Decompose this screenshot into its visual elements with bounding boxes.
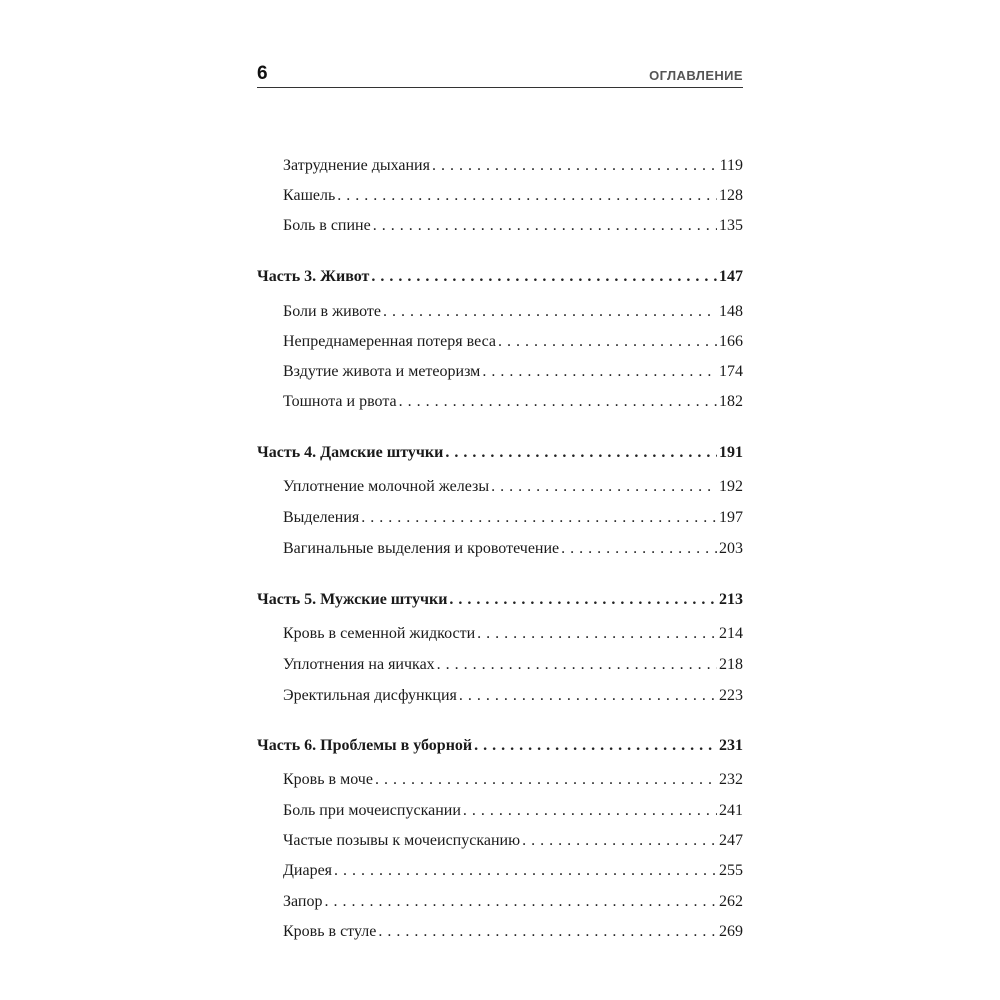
toc-entry-page: 192 — [719, 478, 743, 495]
toc-entry-title: Вагинальные выделения и кровотечение — [283, 540, 560, 557]
toc-entry-page: 148 — [719, 303, 743, 320]
toc-entry-page: 128 — [719, 187, 743, 204]
toc-entry-page: 197 — [719, 509, 743, 526]
dot-leader — [378, 922, 717, 942]
dot-leader — [463, 801, 717, 821]
toc-part-entry — [257, 267, 743, 287]
toc-entry-page: 223 — [719, 687, 743, 704]
toc-entry-title: Уплотнение молочной железы — [283, 478, 490, 495]
toc-entry-page: 255 — [719, 862, 743, 879]
toc-entry-page: 203 — [719, 540, 743, 557]
page-header — [257, 62, 743, 88]
toc-part-entry — [257, 590, 743, 610]
dot-leader — [474, 736, 717, 756]
toc-entry-title: Кровь в моче — [283, 771, 373, 788]
toc-entry-title: Боль в спине — [283, 217, 371, 234]
toc-entry-page: 241 — [719, 802, 743, 819]
toc-entry — [257, 392, 743, 412]
toc-entry-title: Эректильная дисфункция — [283, 687, 457, 704]
toc-entry-title: Непреднамеренная потеря веса — [283, 333, 496, 350]
toc-entry-page: 262 — [719, 893, 743, 910]
toc-entry — [257, 801, 743, 821]
toc-entry-title: Запор — [283, 893, 323, 910]
toc-entry — [257, 686, 743, 706]
dot-leader — [334, 861, 717, 881]
toc-entry-page: 147 — [719, 268, 743, 285]
toc-entry-title: Часть 6. Проблемы в уборной — [257, 737, 473, 754]
toc-entry — [257, 922, 743, 942]
toc-entry — [257, 770, 743, 790]
dot-leader — [383, 302, 717, 322]
dot-leader — [477, 624, 717, 644]
dot-leader — [491, 477, 717, 497]
toc-entry-title: Кашель — [283, 187, 336, 204]
toc-entry-title: Часть 3. Живот — [257, 268, 370, 285]
dot-leader — [459, 686, 717, 706]
dot-leader — [522, 831, 717, 851]
dot-leader — [373, 216, 717, 236]
toc-entry-page: 135 — [719, 217, 743, 234]
toc-entry — [257, 332, 743, 352]
toc-entry-title: Часть 5. Мужские штучки — [257, 591, 448, 608]
toc-entry-title: Кровь в стуле — [283, 923, 377, 940]
toc-entry-title: Тошнота и рвота — [283, 393, 397, 410]
dot-leader — [432, 156, 718, 176]
dot-leader — [445, 443, 717, 463]
toc-entry — [257, 216, 743, 236]
toc-entry-title: Кровь в семенной жидкости — [283, 625, 476, 642]
toc-entry-title: Частые позывы к мочеиспусканию — [283, 832, 521, 849]
toc-entry-page: 232 — [719, 771, 743, 788]
page-number: 6 — [257, 63, 268, 84]
dot-leader — [399, 392, 717, 412]
toc-entry-page: 191 — [719, 444, 743, 461]
toc-entry — [257, 186, 743, 206]
toc-entry-title: Диарея — [283, 862, 333, 879]
toc-part-entry — [257, 443, 743, 463]
toc-entry-page: 213 — [719, 591, 743, 608]
dot-leader — [324, 892, 717, 912]
toc-entry — [257, 156, 743, 176]
toc-entry-title: Выделения — [283, 509, 360, 526]
dot-leader — [498, 332, 717, 352]
dot-leader — [437, 655, 717, 675]
toc-entry-page: 218 — [719, 656, 743, 673]
dot-leader — [375, 770, 717, 790]
dot-leader — [561, 539, 717, 559]
toc-entry-title: Боль при мочеиспускании — [283, 802, 461, 819]
toc-entry-page: 214 — [719, 625, 743, 642]
dot-leader — [371, 267, 717, 287]
toc-entry-page: 231 — [719, 737, 743, 754]
toc-entry — [257, 861, 743, 881]
toc-entry-page: 182 — [719, 393, 743, 410]
book-page — [257, 62, 743, 940]
toc-entry-page: 166 — [719, 333, 743, 350]
toc-entry — [257, 831, 743, 851]
dot-leader — [337, 186, 717, 206]
toc-entry-title: Затруднение дыхания — [283, 157, 430, 174]
toc-entry — [257, 624, 743, 644]
toc-entry — [257, 892, 743, 912]
toc-entry-page: 247 — [719, 832, 743, 849]
toc-entry-title: Уплотнения на яичках — [283, 656, 435, 673]
toc-entry — [257, 302, 743, 322]
toc-entry — [257, 508, 743, 528]
dot-leader — [449, 590, 717, 610]
running-head: ОГЛАВЛЕНИЕ — [649, 68, 743, 83]
toc-entry — [257, 362, 743, 382]
toc-entry-page: 269 — [719, 923, 743, 940]
toc-entry-page: 119 — [719, 157, 743, 174]
dot-leader — [361, 508, 717, 528]
toc-part-entry — [257, 736, 743, 756]
toc-entry — [257, 539, 743, 559]
dot-leader — [482, 362, 717, 382]
toc-entry-page: 174 — [719, 363, 743, 380]
toc-entry-title: Боли в животе — [283, 303, 382, 320]
toc-entry-title: Часть 4. Дамские штучки — [257, 444, 444, 461]
toc-entry — [257, 477, 743, 497]
toc-entry-title: Вздутие живота и метеоризм — [283, 363, 481, 380]
toc-entry — [257, 655, 743, 675]
